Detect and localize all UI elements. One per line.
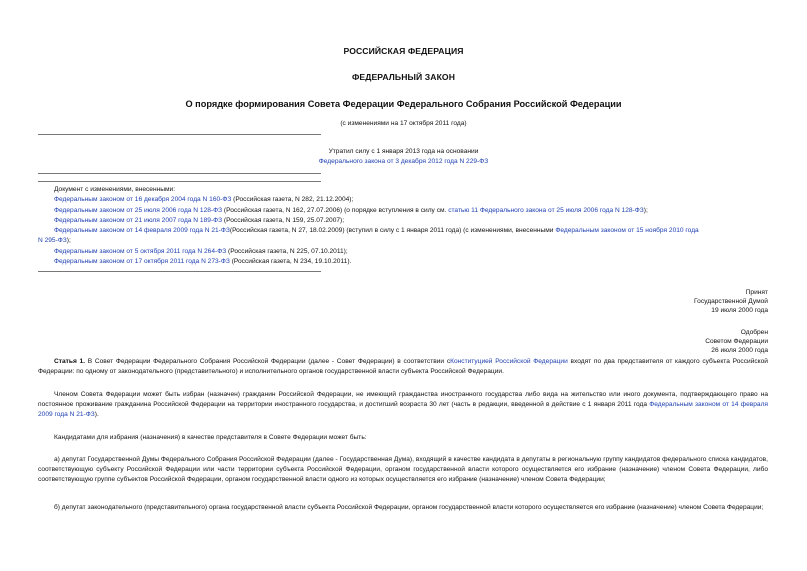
- amendment-item-continuation: [38, 236, 71, 245]
- approved-body: Советом Федерации: [705, 338, 768, 345]
- amendment-item: [54, 206, 648, 215]
- amendment-link[interactable]: Федеральным законом от 25 июля 2006 года N 128-ФЗ: [54, 207, 223, 214]
- article-1-paragraph-1: [38, 357, 768, 377]
- amendment-item: [54, 216, 344, 225]
- article-1-item-b: б) депутат законодательного (представительного) органа государственной власти субъекта Российской Федерации, органом государственной власти которого осуществляется его избрание (назначение) членом Совета Федерации;: [54, 504, 764, 511]
- amendment-item: [54, 247, 348, 256]
- accepted-label: Принят: [745, 289, 768, 296]
- amendment-item: [54, 257, 351, 266]
- constitution-link[interactable]: Конституцией Российской Федерации: [450, 358, 568, 365]
- amendment-link[interactable]: Федеральным законом от 5 октября 2011 года N 264-ФЗ: [54, 248, 227, 255]
- amendments-intro: Документ с изменениями, внесенными:: [54, 186, 176, 193]
- country-heading: РОССИЙСКАЯ ФЕДЕРАЦИЯ: [343, 46, 464, 56]
- article-1-text: В Совет Федерации Федерального Собрания Российской Федерации (далее - Совет Федерации) в соответствии с: [85, 358, 451, 365]
- article-1-label: Статья 1.: [54, 358, 86, 365]
- law-type-heading: ФЕДЕРАЛЬНЫЙ ЗАКОН: [351, 72, 456, 82]
- article-1-paragraph-3: Кандидатами для избрания (назначения) в качестве представителя в Совете Федерации может быть:: [54, 434, 367, 441]
- paragraph-text-end: ).: [94, 411, 99, 418]
- accepted-body: Государственной Думой: [694, 298, 768, 305]
- divider: [38, 181, 321, 182]
- amendment-source-end: );: [66, 237, 71, 244]
- amendment-link[interactable]: Федеральным законом от 14 февраля 2009 года N 21-ФЗ: [54, 227, 230, 234]
- amendment-link[interactable]: Федеральным законом от 17 октября 2011 года N 273-ФЗ: [54, 258, 230, 265]
- repeal-link-line: [0, 158, 807, 165]
- amendment-2010-link[interactable]: Федеральным законом от 15 ноября 2010 года: [555, 227, 699, 234]
- divider: [38, 271, 321, 272]
- amendment-item: [54, 195, 353, 204]
- amendment-2009-link[interactable]: Федеральным законом от 14 февраля 2009 года N 21-ФЗ: [38, 401, 768, 418]
- amendment-item: [54, 226, 699, 235]
- accepted-block: [694, 288, 768, 315]
- approved-label: Одобрен: [740, 329, 768, 336]
- approved-date: 26 июля 2000 года: [711, 347, 768, 354]
- paragraph-text: Членом Совета Федерации может быть избран (назначен) гражданин Российской Федерации, не имеющий гражданства иностранного государства либо вида на жительство или иного документа, подтверждающего право на постоянное проживание гражданина Российской Федерации на территории иностранного государства, и достигший возраста 30 лет (часть в редакции, введенной в действие с 1 января 2011 года: [38, 391, 768, 408]
- amendment-2010-link-cont[interactable]: N 295-ФЗ: [38, 237, 67, 244]
- amendment-source: (Российская газета, N 27, 18.02.2009) (вступил в силу с 1 января 2011 года) (с изменениями, внесенными: [229, 227, 556, 234]
- amendment-link[interactable]: Федеральным законом от 16 декабря 2004 года N 160-ФЗ: [54, 196, 232, 203]
- amendment-source: (Российская газета, N 162, 27.07.2006) (о порядке вступления в силу см.: [222, 207, 449, 214]
- law-title: О порядке формирования Совета Федерации Федерального Собрания Российской Федерации: [185, 99, 622, 109]
- divider: [38, 173, 321, 174]
- article-1-text-end: входят по два представителя от каждого субъекта Российской Федерации: по одному от законодательного (представительного) и исполнительного органов государственной власти субъекта Российской Федерации.: [38, 358, 768, 375]
- amendment-source: (Российская газета, N 159, 25.07.2007);: [222, 217, 345, 224]
- revision-note: (с изменениями на 17 октября 2011 года): [340, 120, 467, 127]
- repeal-text: Утратил силу с 1 января 2013 года на основании: [328, 148, 479, 155]
- amendment-source: (Российская газета, N 234, 19.10.2011).: [229, 258, 352, 265]
- repeal-law-link[interactable]: Федерального закона от 3 декабря 2012 года N 229-ФЗ: [318, 158, 489, 165]
- divider: [38, 134, 321, 135]
- amendment-source-end: );: [643, 207, 648, 214]
- amendment-link[interactable]: Федеральным законом от 21 июля 2007 года N 189-ФЗ: [54, 217, 223, 224]
- article-1-paragraph-2: [38, 390, 768, 420]
- article-1-item-a: а) депутат Государственной Думы Федерального Собрания Российской Федерации (далее - Государственная Дума), входящий в качестве кандидата в депутаты в региональную группу кандидатов федерального списка кандидатов, соответствующую субъекту Российской Федерации или части территории субъекта Российской Федерации, органом государственной власти которого осуществляется его избрание (назначение) членом Совета Федерации, либо соответствующую группе субъектов Российской Федерации, органом государственной власти одного из которых осуществляется его избрание (назначение) членом Совета Федерации;: [38, 456, 768, 483]
- amendment-source: (Российская газета, N 225, 07.10.2011);: [226, 248, 348, 255]
- approved-block: [705, 328, 768, 355]
- amendment-source: (Российская газета, N 282, 21.12.2004);: [231, 196, 354, 203]
- article-11-link[interactable]: статью 11 Федерального закона от 25 июля 2006 года N 128-ФЗ: [448, 207, 644, 214]
- accepted-date: 19 июля 2000 года: [711, 307, 768, 314]
